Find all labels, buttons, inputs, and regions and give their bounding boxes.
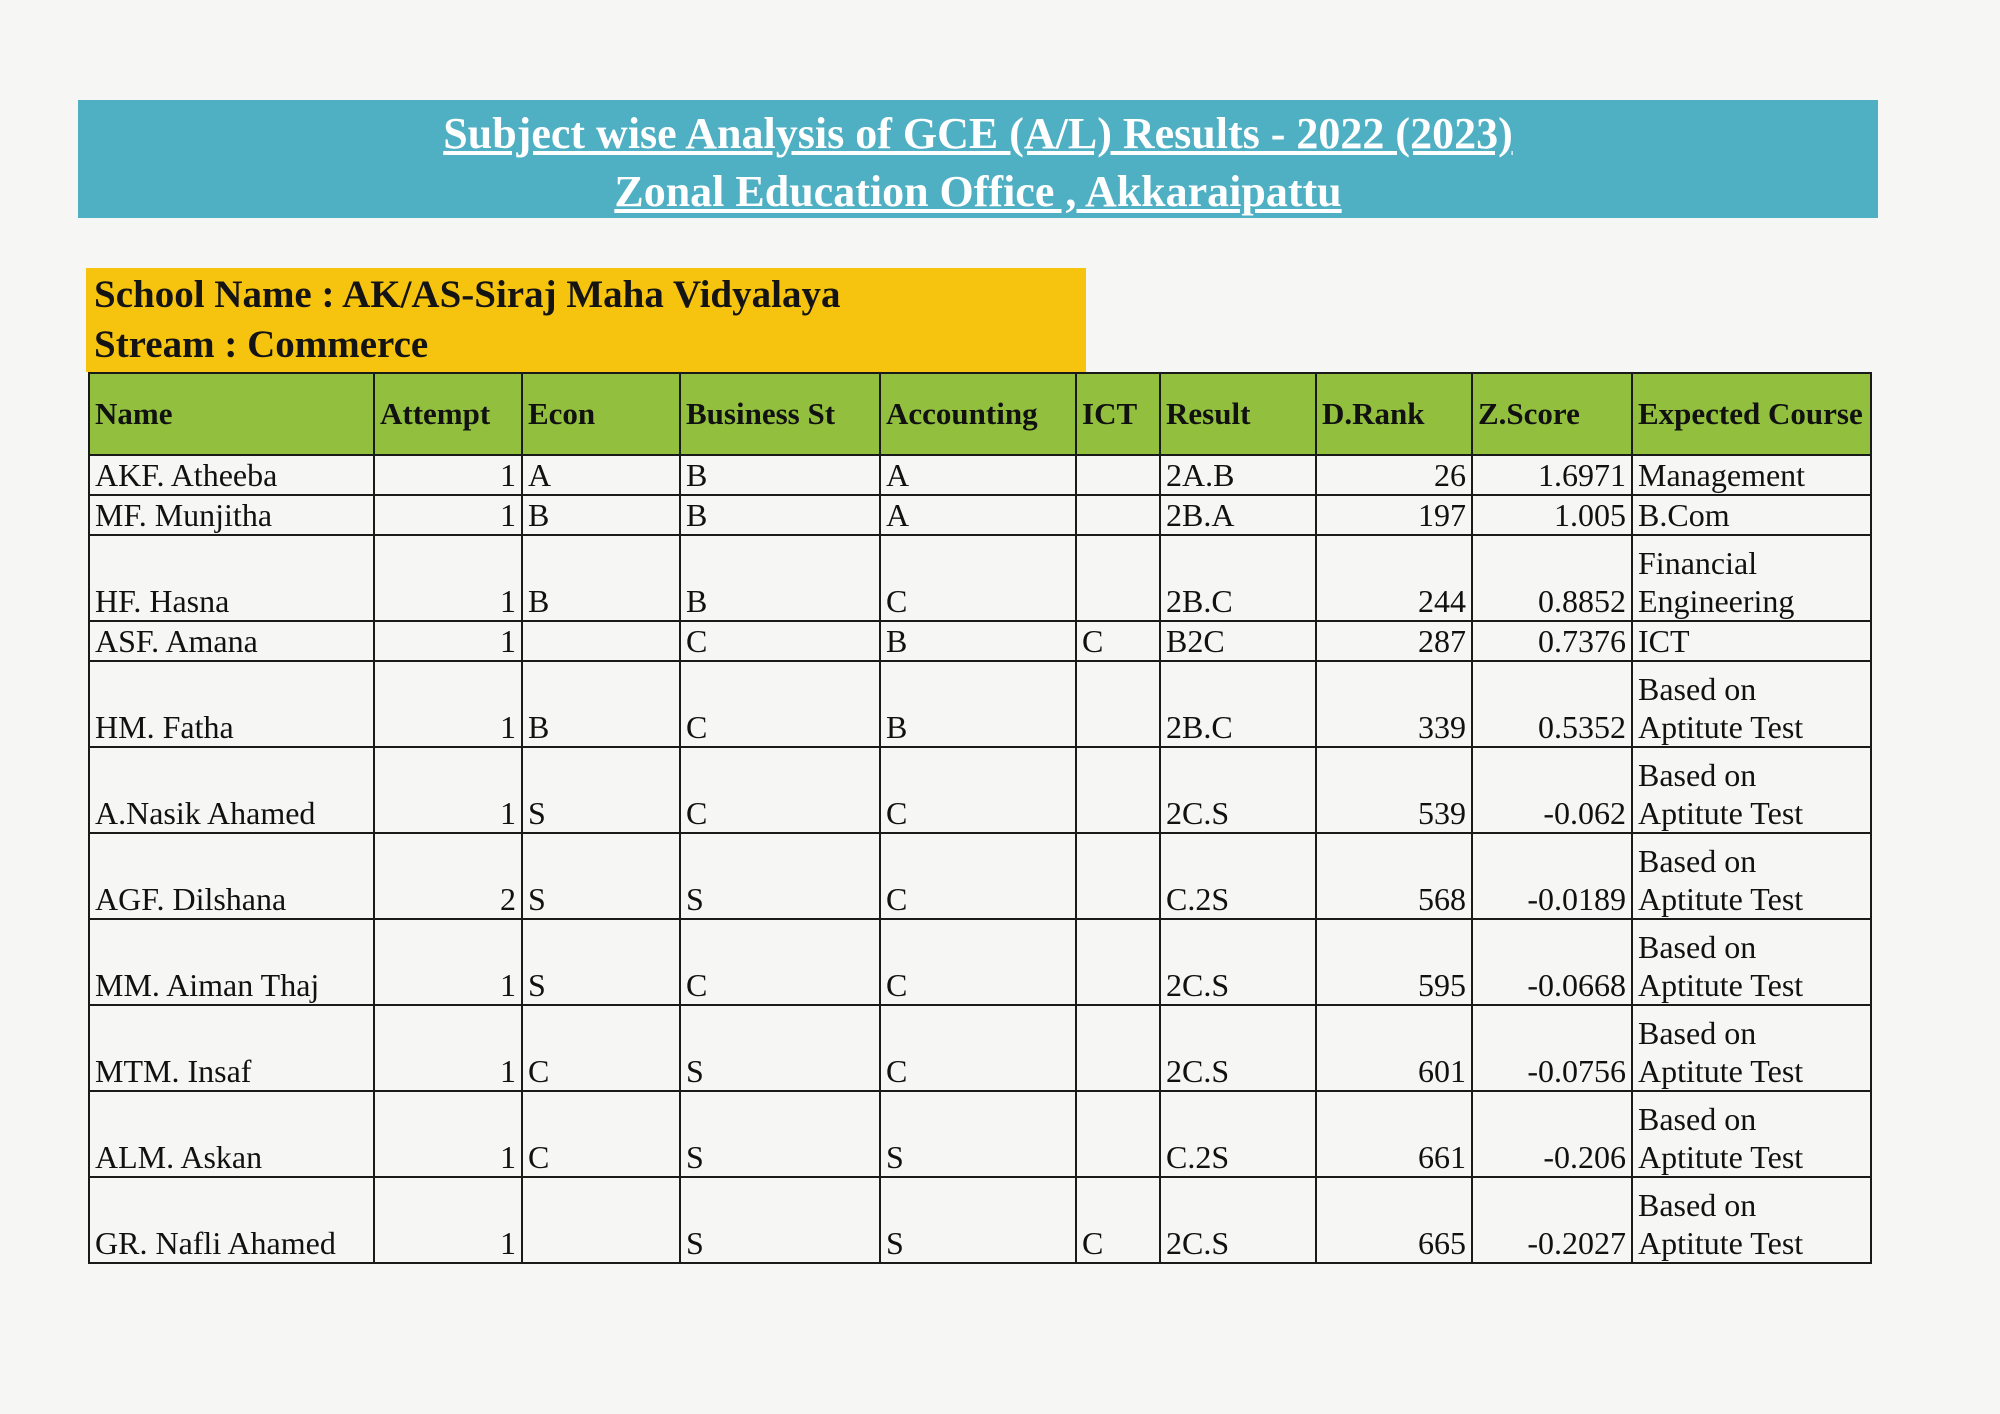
cell-drank: 339	[1316, 661, 1472, 747]
table-row	[89, 747, 1871, 833]
cell-ict: C	[1076, 1177, 1160, 1263]
column-header-name: Name	[89, 373, 374, 455]
cell-course: Based on Aptitute Test	[1632, 919, 1871, 1005]
cell-zscore: -0.0189	[1472, 833, 1632, 919]
cell-attempt: 1	[374, 1005, 522, 1091]
cell-zscore: 1.005	[1472, 495, 1632, 535]
cell-drank: 661	[1316, 1091, 1472, 1177]
cell-econ: A	[522, 455, 680, 495]
cell-zscore: -0.206	[1472, 1091, 1632, 1177]
report-title: Subject wise Analysis of GCE (A/L) Results - 2022 (2023)	[443, 109, 1513, 158]
table-row	[89, 535, 1871, 621]
office-name: Zonal Education Office , Akkaraipattu	[614, 167, 1342, 216]
cell-accounting: B	[880, 661, 1076, 747]
cell-course: ICT	[1632, 621, 1871, 661]
cell-drank: 197	[1316, 495, 1472, 535]
cell-result: 2C.S	[1160, 1177, 1316, 1263]
cell-name: MF. Munjitha	[89, 495, 374, 535]
cell-result: 2B.A	[1160, 495, 1316, 535]
cell-zscore: -0.062	[1472, 747, 1632, 833]
cell-zscore: -0.2027	[1472, 1177, 1632, 1263]
cell-econ: B	[522, 661, 680, 747]
cell-accounting: B	[880, 621, 1076, 661]
cell-zscore: 1.6971	[1472, 455, 1632, 495]
column-header-ict: ICT	[1076, 373, 1160, 455]
cell-ict	[1076, 1091, 1160, 1177]
cell-drank: 665	[1316, 1177, 1472, 1263]
cell-name: MM. Aiman Thaj	[89, 919, 374, 1005]
cell-drank: 601	[1316, 1005, 1472, 1091]
cell-ict: C	[1076, 621, 1160, 661]
cell-accounting: C	[880, 1005, 1076, 1091]
cell-attempt: 1	[374, 747, 522, 833]
cell-accounting: C	[880, 833, 1076, 919]
cell-accounting: S	[880, 1177, 1076, 1263]
cell-ict	[1076, 535, 1160, 621]
column-header-zscore: Z.Score	[1472, 373, 1632, 455]
table-row	[89, 1005, 1871, 1091]
cell-name: AKF. Atheeba	[89, 455, 374, 495]
cell-ict	[1076, 747, 1160, 833]
cell-drank: 26	[1316, 455, 1472, 495]
cell-econ: C	[522, 1005, 680, 1091]
table-row	[89, 1177, 1871, 1263]
cell-business: C	[680, 747, 880, 833]
cell-accounting: A	[880, 455, 1076, 495]
cell-accounting: S	[880, 1091, 1076, 1177]
cell-drank: 595	[1316, 919, 1472, 1005]
cell-econ: B	[522, 535, 680, 621]
cell-ict	[1076, 1005, 1160, 1091]
cell-attempt: 1	[374, 455, 522, 495]
cell-econ: C	[522, 1091, 680, 1177]
cell-name: HF. Hasna	[89, 535, 374, 621]
table-row	[89, 455, 1871, 495]
cell-course: Based on Aptitute Test	[1632, 661, 1871, 747]
cell-course: B.Com	[1632, 495, 1871, 535]
cell-business: B	[680, 535, 880, 621]
cell-business: S	[680, 833, 880, 919]
cell-accounting: C	[880, 919, 1076, 1005]
cell-econ: S	[522, 919, 680, 1005]
cell-zscore: 0.5352	[1472, 661, 1632, 747]
cell-name: GR. Nafli Ahamed	[89, 1177, 374, 1263]
cell-ict	[1076, 455, 1160, 495]
cell-accounting: A	[880, 495, 1076, 535]
cell-result: 2B.C	[1160, 661, 1316, 747]
cell-result: 2A.B	[1160, 455, 1316, 495]
cell-econ	[522, 1177, 680, 1263]
cell-attempt: 1	[374, 919, 522, 1005]
cell-drank: 568	[1316, 833, 1472, 919]
table-row	[89, 833, 1871, 919]
cell-attempt: 1	[374, 495, 522, 535]
cell-ict	[1076, 919, 1160, 1005]
title-banner	[78, 100, 1878, 218]
cell-result: 2C.S	[1160, 919, 1316, 1005]
cell-course: Financial Engineering	[1632, 535, 1871, 621]
cell-course: Based on Aptitute Test	[1632, 1091, 1871, 1177]
column-header-course: Expected Course	[1632, 373, 1871, 455]
column-header-econ: Econ	[522, 373, 680, 455]
cell-zscore: -0.0668	[1472, 919, 1632, 1005]
cell-course: Based on Aptitute Test	[1632, 833, 1871, 919]
cell-course: Based on Aptitute Test	[1632, 1177, 1871, 1263]
cell-name: A.Nasik Ahamed	[89, 747, 374, 833]
cell-zscore: 0.8852	[1472, 535, 1632, 621]
cell-econ: S	[522, 747, 680, 833]
column-header-accounting: Accounting	[880, 373, 1076, 455]
cell-zscore: -0.0756	[1472, 1005, 1632, 1091]
cell-accounting: C	[880, 747, 1076, 833]
cell-result: C.2S	[1160, 833, 1316, 919]
cell-accounting: C	[880, 535, 1076, 621]
cell-business: B	[680, 495, 880, 535]
cell-ict	[1076, 495, 1160, 535]
cell-zscore: 0.7376	[1472, 621, 1632, 661]
cell-result: 2C.S	[1160, 1005, 1316, 1091]
cell-attempt: 1	[374, 1091, 522, 1177]
cell-course: Based on Aptitute Test	[1632, 1005, 1871, 1091]
cell-name: HM. Fatha	[89, 661, 374, 747]
cell-drank: 244	[1316, 535, 1472, 621]
cell-attempt: 1	[374, 1177, 522, 1263]
cell-result: C.2S	[1160, 1091, 1316, 1177]
cell-attempt: 1	[374, 661, 522, 747]
cell-econ: S	[522, 833, 680, 919]
cell-result: 2C.S	[1160, 747, 1316, 833]
cell-business: C	[680, 661, 880, 747]
cell-attempt: 1	[374, 535, 522, 621]
column-header-drank: D.Rank	[1316, 373, 1472, 455]
table-row	[89, 661, 1871, 747]
cell-econ	[522, 621, 680, 661]
table-row	[89, 621, 1871, 661]
cell-attempt: 1	[374, 621, 522, 661]
column-header-result: Result	[1160, 373, 1316, 455]
table-row	[89, 919, 1871, 1005]
table-row	[89, 495, 1871, 535]
cell-course: Based on Aptitute Test	[1632, 747, 1871, 833]
cell-business: S	[680, 1005, 880, 1091]
table-row	[89, 1091, 1871, 1177]
cell-result: 2B.C	[1160, 535, 1316, 621]
cell-business: C	[680, 919, 880, 1005]
results-table	[88, 372, 1872, 1264]
cell-ict	[1076, 833, 1160, 919]
school-name: School Name : AK/AS-Siraj Maha Vidyalaya	[94, 273, 841, 316]
cell-name: ALM. Askan	[89, 1091, 374, 1177]
table-header-row	[89, 373, 1871, 455]
cell-name: ASF. Amana	[89, 621, 374, 661]
cell-result: B2C	[1160, 621, 1316, 661]
cell-business: S	[680, 1091, 880, 1177]
cell-business: C	[680, 621, 880, 661]
stream-label: Stream : Commerce	[94, 323, 429, 366]
cell-drank: 287	[1316, 621, 1472, 661]
cell-business: S	[680, 1177, 880, 1263]
school-info-box	[86, 268, 1086, 372]
cell-ict	[1076, 661, 1160, 747]
column-header-business: Business St	[680, 373, 880, 455]
cell-name: MTM. Insaf	[89, 1005, 374, 1091]
cell-name: AGF. Dilshana	[89, 833, 374, 919]
cell-econ: B	[522, 495, 680, 535]
cell-attempt: 2	[374, 833, 522, 919]
cell-business: B	[680, 455, 880, 495]
cell-course: Management	[1632, 455, 1871, 495]
cell-drank: 539	[1316, 747, 1472, 833]
column-header-attempt: Attempt	[374, 373, 522, 455]
